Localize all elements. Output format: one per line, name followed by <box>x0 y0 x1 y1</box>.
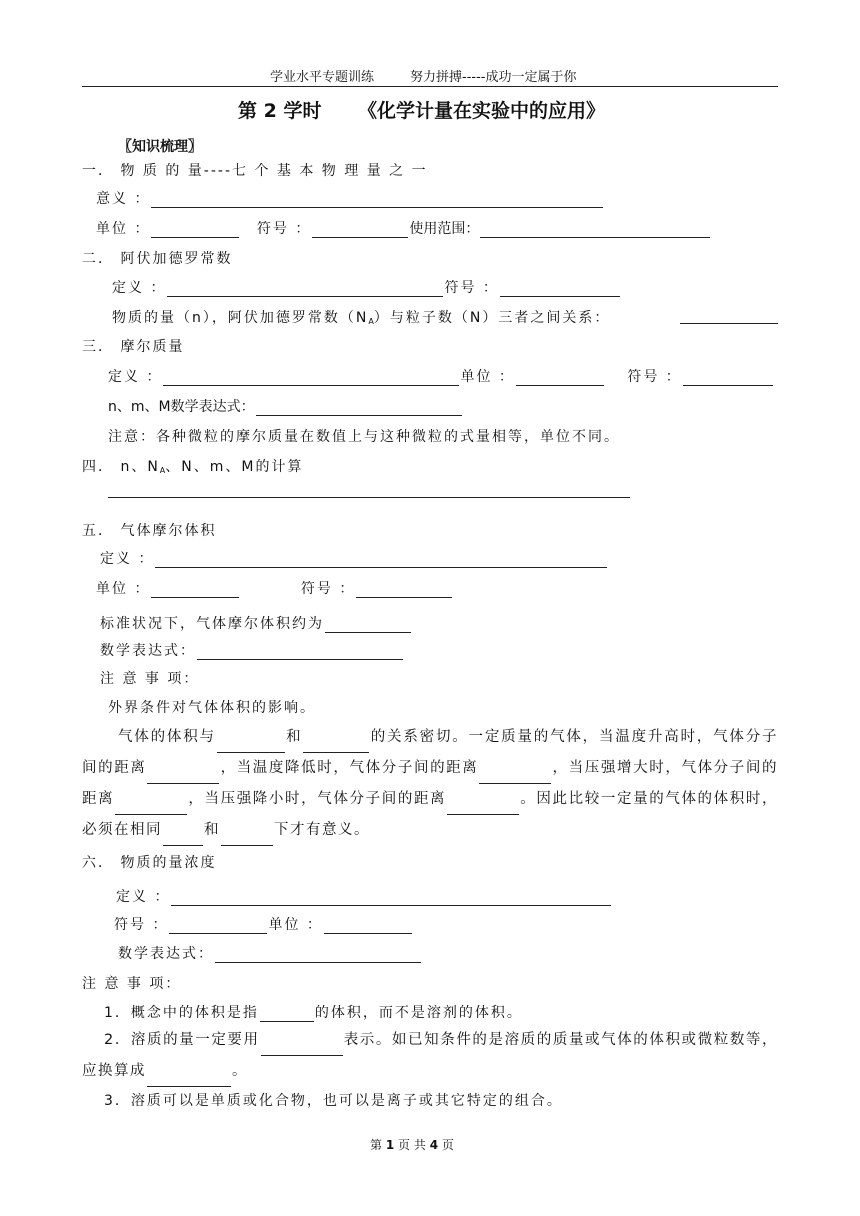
sec5-standard-row <box>100 613 412 633</box>
sec6-note-1-b: 的体积，而不是溶剂的体积。 <box>314 1005 523 1021</box>
sec5-expr-label: 数学表达式： <box>100 643 196 659</box>
sec6-note-2-a: 2．溶质的量一定要用 <box>104 1032 260 1048</box>
sec1-unit-label: 单位 ： <box>96 221 151 237</box>
p-text-9: 下才有意义。 <box>274 822 370 838</box>
sec2-relation-subscript: A <box>368 317 374 326</box>
sec5-expr-row <box>100 640 404 660</box>
sec6-unit-label: 单位 ： <box>268 917 323 933</box>
p-text-1: 气体的体积与 <box>118 729 216 745</box>
sec6-definition-label: 定义 ： <box>116 889 171 905</box>
section-3-heading: 三． 摩尔质量 <box>82 339 185 355</box>
sec5-paragraph <box>82 722 778 846</box>
sec3-symbol-label: 符号 ： <box>627 369 682 385</box>
sec6-note-3: 3．溶质可以是单质或化合物，也可以是离子或其它特定的组合。 <box>104 1093 563 1109</box>
p-text-2: 和 <box>285 729 303 745</box>
sec6-expr-label: 数学表达式： <box>118 946 214 962</box>
sec6-note-1-blank[interactable] <box>260 1005 314 1022</box>
sec4-answer-line[interactable] <box>108 497 630 498</box>
p-text-8: 和 <box>204 822 220 838</box>
sec5-symbol-label: 符号 ： <box>300 581 356 597</box>
p-text-5: ，当压强增大时，气体分子间的距离 <box>82 760 779 807</box>
sec3-unit-label: 单位 ： <box>460 369 515 385</box>
sec3-expr-blank[interactable] <box>256 399 462 416</box>
condition-blank-2[interactable] <box>221 829 273 846</box>
section-5-heading: 五． 气体摩尔体积 <box>82 523 217 539</box>
sec6-note-2-c: 。 <box>232 1063 248 1079</box>
sec6-note-2-b: 表示。如已知条件的是溶质的质量或气体的体积或微粒数等，应换算成 <box>82 1032 778 1079</box>
header-left-text: 学业水平专题训练 <box>270 70 375 85</box>
sec4-heading-a: 四． n、N <box>82 459 160 475</box>
sec5-symbol-blank[interactable] <box>356 581 452 598</box>
distance-blank-2[interactable] <box>479 767 551 784</box>
sec6-expr-row <box>118 943 422 963</box>
page-footer <box>370 1136 454 1153</box>
footer-text-c: 页 <box>441 1138 454 1152</box>
sec6-note-2-blank-2[interactable] <box>147 1070 231 1087</box>
condition-blank-1[interactable] <box>163 829 203 846</box>
sec6-symbol-row <box>114 914 413 934</box>
header-rule <box>82 86 778 87</box>
sec1-symbol-label: 符号 ： <box>256 221 312 237</box>
sec2-symbol-blank[interactable] <box>500 280 620 297</box>
sec3-definition-row <box>108 366 774 386</box>
sec2-relation-text-a: 物质的量（n），阿伏加德罗常数（N <box>112 310 369 326</box>
sec2-symbol-label: 符号 ： <box>444 280 499 296</box>
sec6-note-1-a: 1．概念中的体积是指 <box>104 1005 259 1021</box>
sec2-definition-label: 定义 ： <box>112 280 167 296</box>
sec3-note: 注意：各种微粒的摩尔质量在数值上与这种微粒的式量相等，单位不同。 <box>108 429 620 445</box>
section-6-heading: 六． 物质的量浓度 <box>82 855 217 871</box>
footer-page-number: 1 <box>385 1138 395 1152</box>
sec1-meaning-row <box>96 188 604 208</box>
sec3-symbol-blank[interactable] <box>683 369 773 386</box>
volume-blank-1[interactable] <box>217 736 285 753</box>
sec6-note-2-blank-1[interactable] <box>261 1039 343 1056</box>
sec5-unit-label: 单位 ： <box>96 581 151 597</box>
sec5-notes-label: 注 意 事 项： <box>100 671 200 687</box>
sec1-meaning-label: 意义 ： <box>96 191 151 207</box>
p-text-7: 。因此比较一定量的气体的体积时，必须在相同 <box>82 791 779 838</box>
sec1-unit-row <box>96 218 711 238</box>
sec6-note-2 <box>82 1025 778 1087</box>
sec3-expr-row <box>108 396 463 416</box>
sec3-expr-label: n、m、M数学表达式： <box>108 399 255 415</box>
section-1-heading: 一． 物 质 的 量----七 个 基 本 物 理 量 之 一 <box>82 163 428 179</box>
sec5-definition-blank[interactable] <box>155 551 607 568</box>
sec1-unit-blank[interactable] <box>151 221 239 238</box>
sec6-note-1 <box>104 1002 523 1022</box>
sec4-heading-subscript: A <box>159 466 166 475</box>
sec6-notes-label: 注 意 事 项： <box>82 976 182 992</box>
sec5-standard-blank[interactable] <box>325 616 411 633</box>
sec2-definition-blank[interactable] <box>167 280 443 297</box>
knowledge-heading: 〖知识梳理〗 <box>118 139 202 155</box>
sec6-definition-blank[interactable] <box>171 889 611 906</box>
sec2-definition-row <box>112 277 621 297</box>
header-right-text: 努力拼搏-----成功一定属于你 <box>410 70 577 85</box>
sec2-relation-text-b: ）与粒子数（N）三者之间关系： <box>373 310 611 326</box>
sec1-scope-blank[interactable] <box>480 221 710 238</box>
sec5-unit-blank[interactable] <box>151 581 239 598</box>
sec4-heading-b: 、N、m、M的计算 <box>165 459 304 475</box>
distance-blank-1[interactable] <box>147 767 219 784</box>
sec6-symbol-label: 符号 ： <box>114 917 169 933</box>
sec1-meaning-blank[interactable] <box>151 191 603 208</box>
sec2-relation-blank[interactable] <box>680 323 778 324</box>
distance-blank-3[interactable] <box>115 798 187 815</box>
sec5-standard-label: 标准状况下，气体摩尔体积约为 <box>100 616 324 632</box>
footer-text-b: 页 共 <box>398 1138 426 1152</box>
sec3-unit-blank[interactable] <box>516 369 604 386</box>
footer-total-pages: 4 <box>429 1138 439 1152</box>
distance-blank-4[interactable] <box>447 798 519 815</box>
sec5-external-text: 外界条件对气体体积的影响。 <box>108 700 316 716</box>
footer-text-a: 第 <box>370 1138 383 1152</box>
sec1-symbol-blank[interactable] <box>312 221 408 238</box>
sec6-definition-row <box>116 886 612 906</box>
p-text-4: ，当温度降低时，气体分子间的距离 <box>220 760 479 776</box>
sec1-scope-label: 使用范围： <box>409 221 480 237</box>
sec5-definition-row <box>100 548 608 568</box>
section-2-heading: 二． 阿伏加德罗常数 <box>82 251 233 267</box>
section-4-heading <box>82 456 303 476</box>
sec5-definition-label: 定义 ： <box>100 551 155 567</box>
sec3-definition-label: 定义 ： <box>108 369 163 385</box>
p-text-6: ，当压强降小时，气体分子间的距离 <box>188 791 447 807</box>
sec3-definition-blank[interactable] <box>163 369 459 386</box>
volume-blank-2[interactable] <box>303 736 369 753</box>
lesson-number: 第 2 学时 <box>238 100 322 122</box>
sec6-unit-blank[interactable] <box>324 917 412 934</box>
sec2-relation-row <box>112 307 610 327</box>
sec6-expr-blank[interactable] <box>215 946 421 963</box>
page-title: 《化学计量在实验中的应用》 <box>358 100 606 122</box>
p-text-3: 的关系密切。一定质量的气体，当温度升高时，气体分子间的距离 <box>82 729 779 776</box>
sec6-symbol-blank[interactable] <box>169 917 267 934</box>
sec5-unit-row <box>96 578 453 598</box>
sec5-expr-blank[interactable] <box>197 643 403 660</box>
